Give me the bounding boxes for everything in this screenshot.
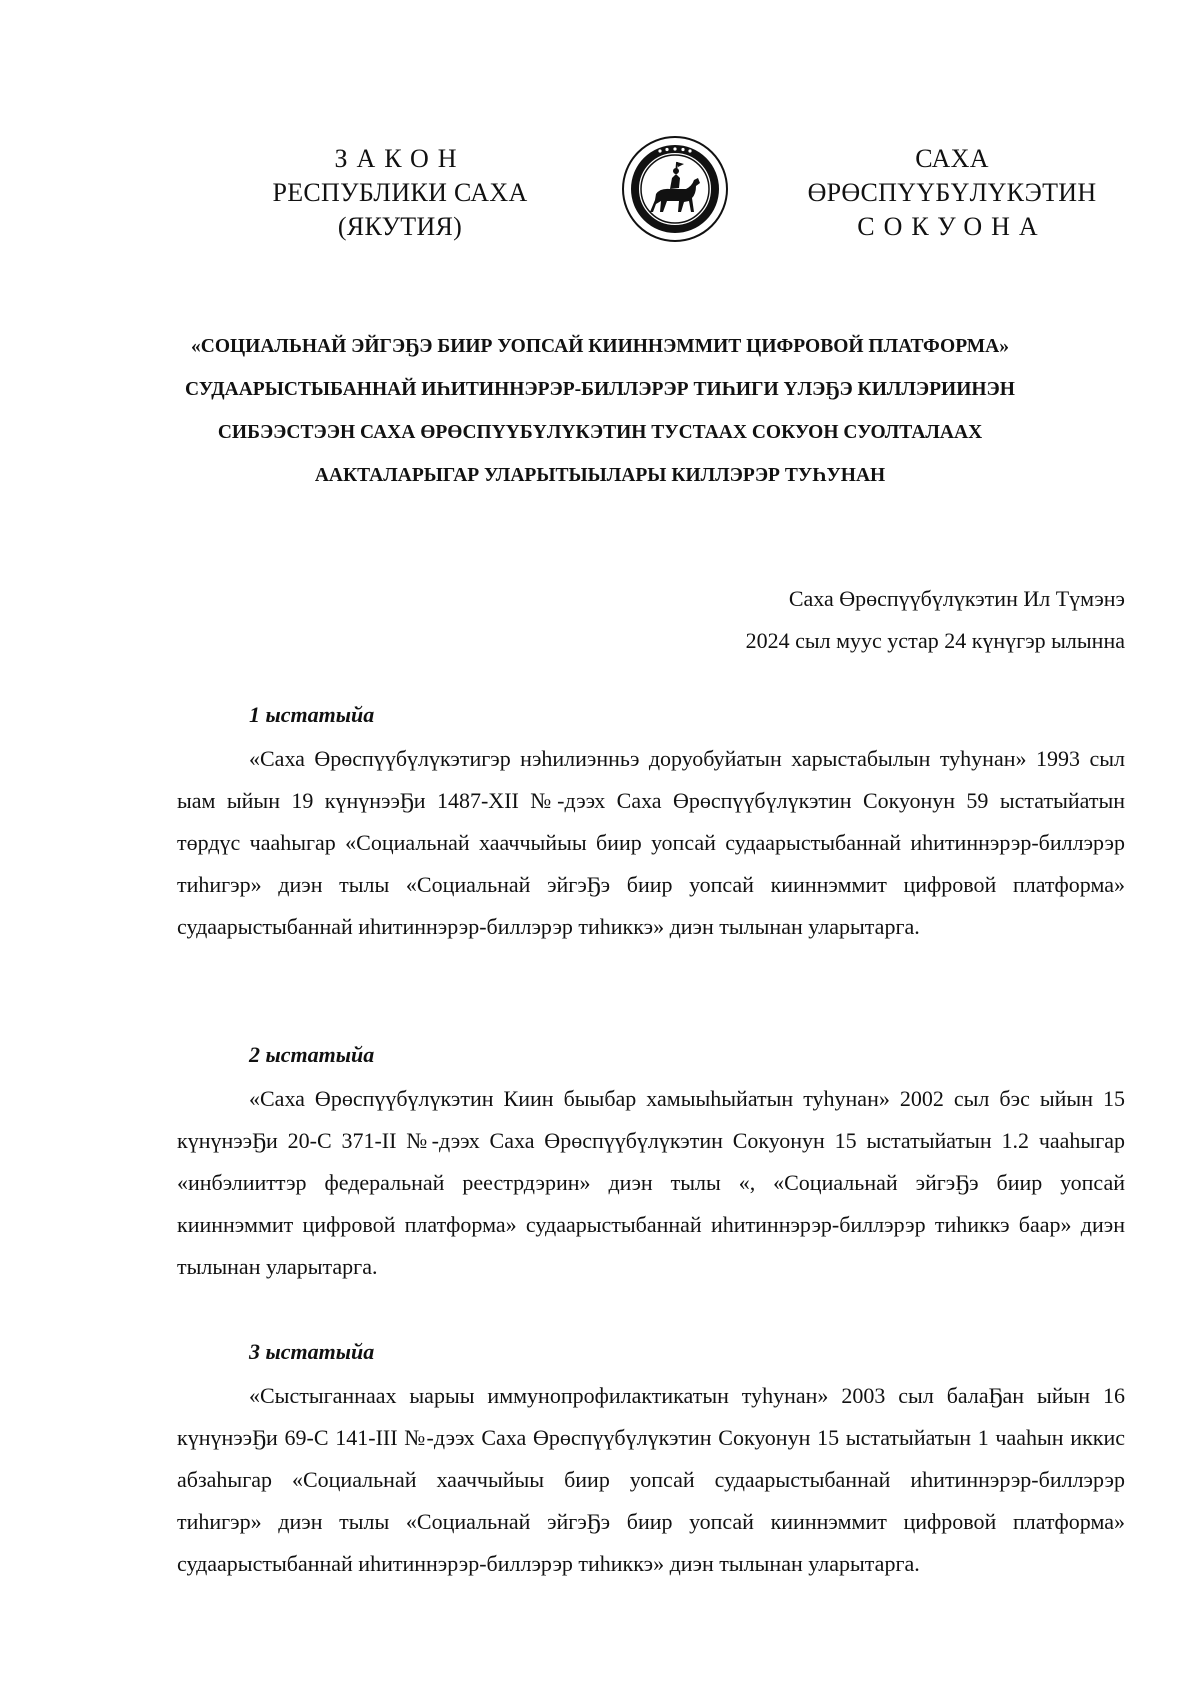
law-title-line: «СОЦИАЛЬНАЙ ЭЙГЭҔЭ БИИР УОПСАЙ КИИННЭММИТ ЦИФРОВОЙ ПЛАТФОРМА» xyxy=(191,336,1009,357)
header-right-line2: СОКУОНА xyxy=(857,212,1047,241)
law-title-line: СУДААРЫСТЫБАННАЙ ИҺИТИННЭРЭР-БИЛЛЭРЭР ТИҺИГИ ҮЛЭҔЭ КИЛЛЭРИИНЭН xyxy=(185,379,1015,400)
article-3 xyxy=(177,1337,1125,1585)
article-1 xyxy=(177,700,1125,948)
article-heading: 3 ыстатыйа xyxy=(249,1339,375,1364)
law-title-line: СИБЭЭСТЭЭН САХА ӨРӨСПҮҮБҮЛҮКЭТИН ТУСТААХ СОКУОН СУОЛТАЛААХ xyxy=(217,422,983,443)
article-text: «Саха Өрөспүүбүлүкэтигэр нэһилиэнньэ доруобуйатын харыстабылын туһунан» 1993 сыл ыам ыйын 19 күнүнээҔи 1487-XII №-дээх Саха Өрөспүүбүлүкэтин Сокуонун 59 ыстатыйатын төрдүс чааһыгар «Социальнай хааччыйыы биир уопсай судаарыстыбаннай иһитиннэрэр-биллэрэр тиһигэр» диэн тылы «Социальнай эйгэҔэ биир уопсай кииннэммит цифровой платформа» судаарыстыбаннай иһитиннэрэр-биллэрэр тиһиккэ» диэн тылынан уларытарга. xyxy=(177,746,1125,939)
adoption-info xyxy=(600,578,1125,662)
article-2 xyxy=(177,1040,1125,1288)
header-left-line2: РЕСПУБЛИКИ САХА (ЯКУТИЯ) xyxy=(272,178,528,241)
sakha-coat-of-arms-icon xyxy=(620,134,730,244)
adoption-body: Саха Өрөспүүбүлүкэтин Ил Түмэнэ xyxy=(788,586,1125,611)
header-left-line1: ЗАКОН xyxy=(334,144,466,173)
article-heading: 1 ыстатыйа xyxy=(249,702,375,727)
article-heading: 2 ыстатыйа xyxy=(249,1042,375,1067)
article-text: «Сыстыганнаах ыарыы иммунопрофилактикатын туһунан» 2003 сыл балаҔан ыйын 16 күнүнээҔи 69-С 141-III №-дээх Саха Өрөспүүбүлүкэтин Сокуонун 15 ыстатыйатын 1 чааһын иккис абзаһыгар «Социальнай хааччыйыы биир уопсай судаарыстыбаннай иһитиннэрэр-биллэрэр тиһигэр» диэн тылы «Социальнай эйгэҔэ биир уопсай кииннэммит цифровой платформа» судаарыстыбаннай иһитиннэрэр-биллэрэр тиһиккэ» диэн тылынан уларытарга. xyxy=(177,1383,1125,1576)
adoption-date: 2024 сыл муус устар 24 күнүгэр ылынна xyxy=(745,628,1125,653)
article-text: «Саха Өрөспүүбүлүкэтин Киин быыбар хамыыһыйатын туһунан» 2002 сыл бэс ыйын 15 күнүнээҔи 20-С 371-II №-дээх Саха Өрөспүүбүлүкэтин Сокуонун 15 ыстатыйатын 1.2 чааһыгар «инбэлииттэр федеральнай реестрдэрин» диэн тылы «, «Социальнай эйгэҔэ биир уопсай кииннэммит цифровой платформа» судаарыстыбаннай иһитиннэрэр-биллэрэр тиһиккэ баар» диэн тылынан уларытарга. xyxy=(177,1086,1125,1279)
header-right-line1: САХА ӨРӨСПҮҮБҮЛҮКЭТИН xyxy=(807,144,1097,207)
header-right xyxy=(772,142,1132,244)
law-title-line: ААКТАЛАРЫГАР УЛАРЫТЫЫЛАРЫ КИЛЛЭРЭР ТУҺУНАН xyxy=(314,465,886,486)
header-left xyxy=(210,142,590,244)
law-title xyxy=(150,325,1050,497)
